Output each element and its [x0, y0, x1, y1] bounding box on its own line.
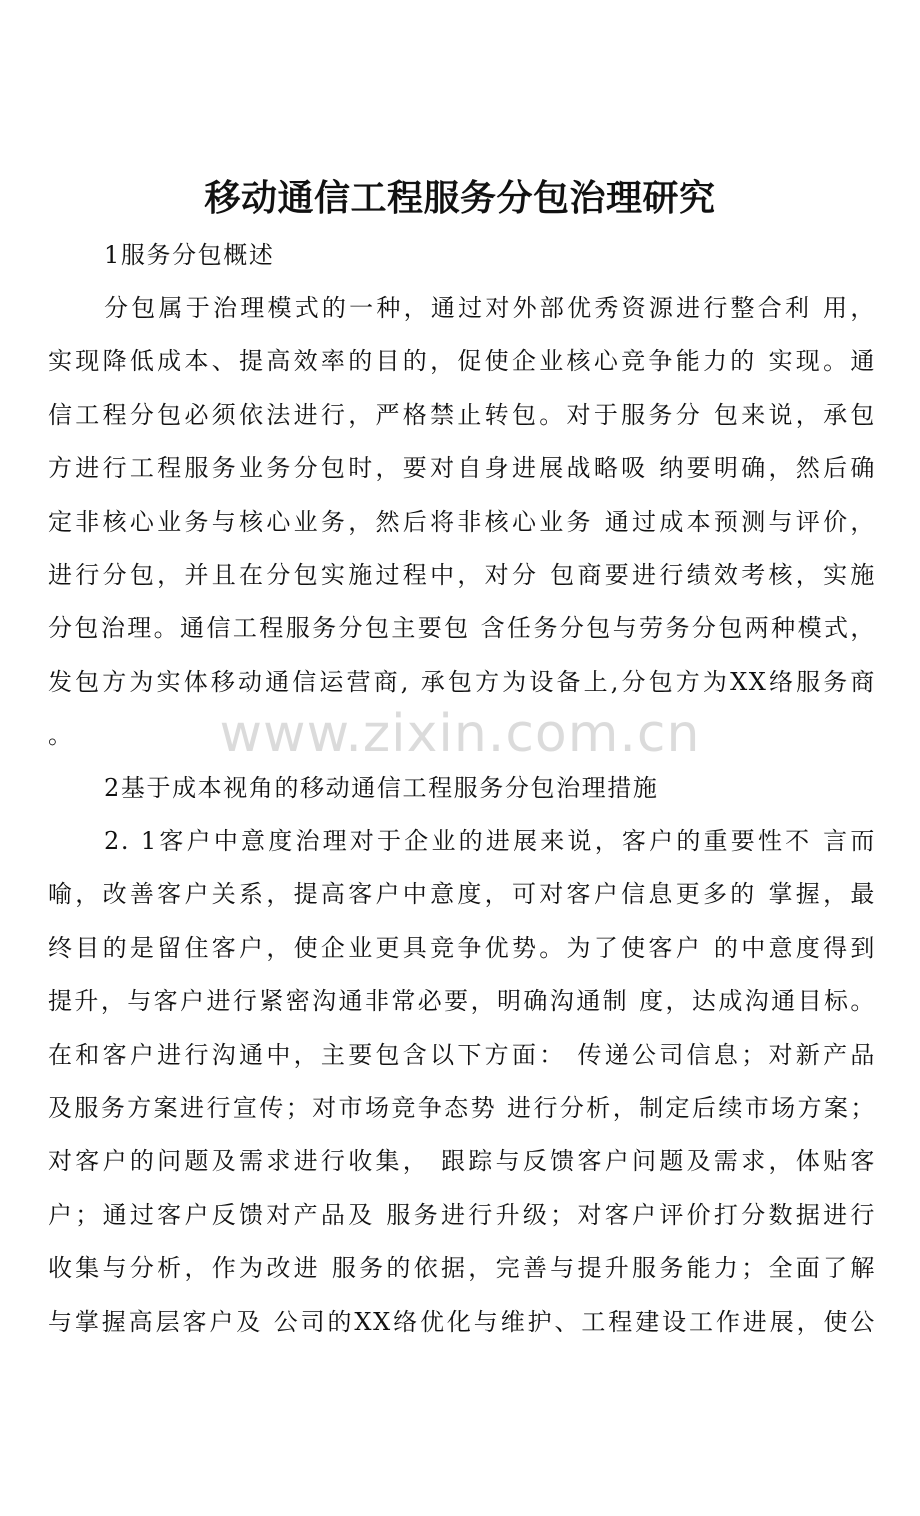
- paragraph-line: 终目的是留住客户，使企业更具竞争优势。为了使客户 的中意度得到: [48, 933, 876, 962]
- section-heading-2: 2基于成本视角的移动通信工程服务分包治理措施: [104, 774, 659, 802]
- paragraph-line: 分包治理。通信工程服务分包主要包 含任务分包与劳务分包两种模式，: [48, 614, 876, 643]
- section-2-body: [48, 815, 876, 1349]
- paragraph-line: 分包属于治理模式的一种，通过对外部优秀资源进行整合利 用，: [104, 294, 876, 322]
- paragraph-line: 提升，与客户进行紧密沟通非常必要，明确沟通制 度，达成沟通目标。: [48, 987, 876, 1016]
- paragraph-line: 发包方为实体移动通信运营商, 承包方为设备上,分包方为XX络服务商: [48, 667, 876, 696]
- paragraph-line: 实现降低成本、提高效率的目的，促使企业核心竞争能力的 实现。通: [48, 347, 876, 376]
- document-title: 移动通信工程服务分包治理研究: [204, 178, 716, 219]
- section-1-body: [48, 282, 876, 763]
- paragraph-line: 信工程分包必须依法进行，严格禁止转包。对于服务分 包来说，承包: [48, 400, 876, 429]
- paragraph-line: 收集与分析，作为改进 服务的依据，完善与提升服务能力；全面了解: [48, 1254, 876, 1283]
- paragraph-line: 定非核心业务与核心业务，然后将非核心业务 通过成本预测与评价，: [48, 507, 876, 536]
- paragraph-line: 2. 1客户中意度治理对于企业的进展来说，客户的重要性不 言而: [104, 827, 876, 855]
- paragraph-line: 及服务方案进行宣传；对市场竞争态势 进行分析，制定后续市场方案；: [48, 1093, 876, 1122]
- section-heading-1: 1服务分包概述: [104, 241, 275, 269]
- paragraph-line: 对客户的问题及需求进行收集， 跟踪与反馈客户问题及需求，体贴客: [48, 1147, 876, 1176]
- paragraph-line: 与掌握高层客户及 公司的XX络优化与维护、工程建设工作进展，使公: [48, 1307, 876, 1336]
- watermark-text: www.zixin.com.cn: [219, 704, 701, 764]
- paragraph-line: 在和客户进行沟通中，主要包含以下方面： 传递公司信息；对新产品: [48, 1040, 876, 1069]
- paragraph-line: 方进行工程服务业务分包时，要对自身进展战略吸 纳要明确，然后确: [48, 454, 876, 483]
- paragraph-line: 。: [48, 721, 74, 750]
- paragraph-line: 户；通过客户反馈对产品及 服务进行升级；对客户评价打分数据进行: [48, 1200, 876, 1229]
- paragraph-line: 喻，改善客户关系，提高客户中意度，可对客户信息更多的 掌握，最: [48, 880, 876, 909]
- paragraph-line: 进行分包，并且在分包实施过程中，对分 包商要进行绩效考核，实施: [48, 560, 876, 589]
